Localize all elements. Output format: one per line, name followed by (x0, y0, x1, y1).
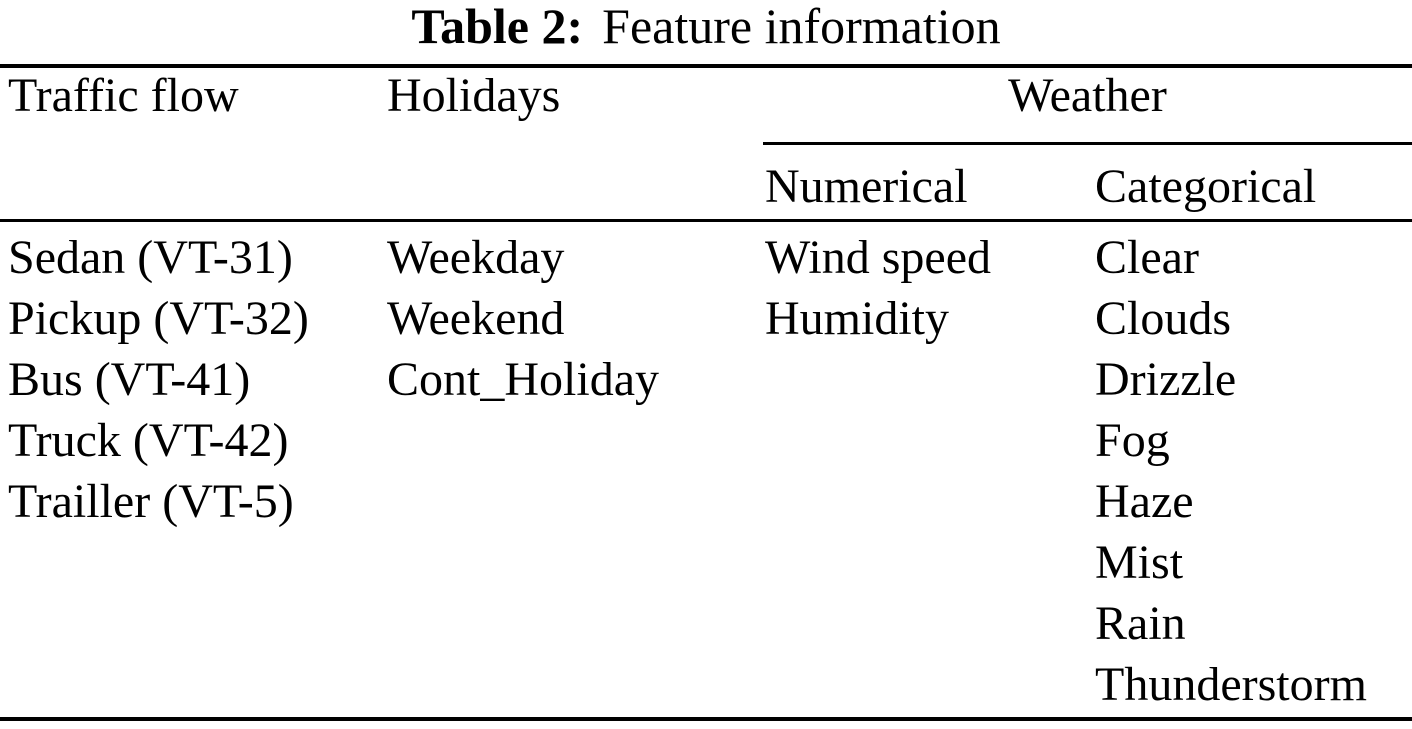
table-caption-title: Feature information (602, 0, 1001, 54)
table-bottom-rule (0, 717, 1412, 721)
cell-traffic-flow: Truck (VT-42) (8, 414, 289, 467)
table-caption-label: Table 2: (411, 0, 584, 54)
cell-weather-categorical: Fog (1095, 414, 1170, 467)
table-caption (0, 0, 1412, 52)
column-group-header-weather: Weather (1008, 69, 1167, 122)
cell-weather-categorical: Clouds (1095, 292, 1232, 345)
column-header-categorical: Categorical (1095, 160, 1317, 213)
cell-traffic-flow: Bus (VT-41) (8, 353, 251, 406)
weather-numerical-column (765, 227, 991, 349)
cell-weather-categorical: Mist (1095, 536, 1184, 589)
cell-traffic-flow: Pickup (VT-32) (8, 292, 309, 345)
cell-weather-categorical: Thunderstorm (1095, 658, 1367, 711)
holidays-column (387, 227, 659, 410)
column-header-numerical: Numerical (765, 160, 968, 213)
cell-weather-categorical: Drizzle (1095, 353, 1237, 406)
table-header-rule (0, 219, 1412, 222)
weather-group-rule (763, 142, 1412, 145)
cell-weather-categorical: Haze (1095, 475, 1194, 528)
cell-holiday: Weekend (387, 292, 565, 345)
cell-weather-numerical: Wind speed (765, 231, 992, 284)
cell-holiday: Cont_Holiday (387, 353, 659, 406)
cell-weather-categorical: Rain (1095, 597, 1186, 650)
cell-holiday: Weekday (387, 231, 565, 284)
cell-traffic-flow: Sedan (VT-31) (8, 231, 293, 284)
weather-categorical-column (1095, 227, 1367, 715)
column-header-holidays: Holidays (387, 69, 561, 122)
traffic-flow-column (8, 227, 309, 532)
cell-traffic-flow: Trailler (VT-5) (8, 475, 294, 528)
cell-weather-numerical: Humidity (765, 292, 950, 345)
cell-weather-categorical: Clear (1095, 231, 1199, 284)
column-header-traffic-flow: Traffic flow (8, 69, 239, 122)
